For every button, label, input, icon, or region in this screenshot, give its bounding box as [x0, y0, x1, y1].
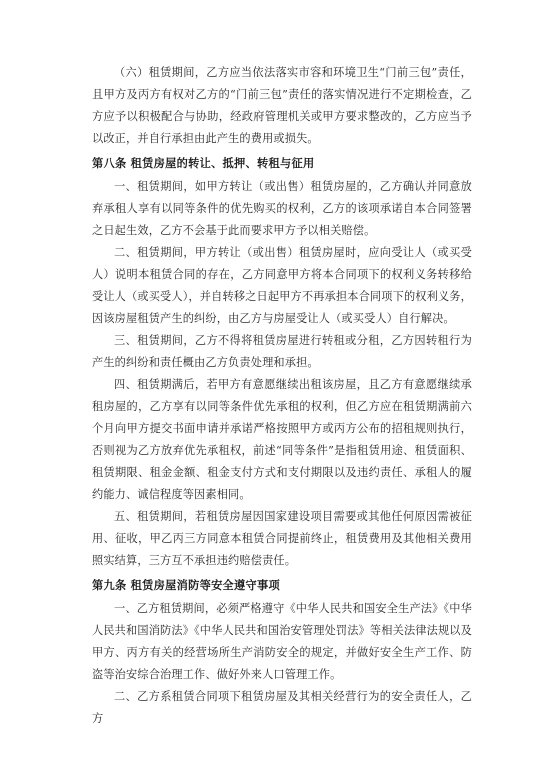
article-8-item-5: 五、租赁期间，若租赁房屋因国家建设项目需要或其他任何原因需被征用、征收，甲乙丙三方同意本租赁合同提前终止，租赁费用及其他相关费用照实结算，三方互不承担违约赔偿责任。	[92, 510, 472, 567]
article-9-item-1: 一、乙方租赁期间，必须严格遵守《中华人民共和国安全生产法》《中华人民共和国消防法》《中华人民共和国治安管理处罚法》等相关法律法规以及甲方、丙方有关的经营场所生产消防安全的规定，并做好安全生产工作、防盗等治安综合治理工作、做好外来人口管理工作。	[92, 602, 472, 681]
article-9-heading: 第九条 租赁房屋消防等安全遵守事项	[92, 578, 280, 592]
article-8-item-4: 四、租赁期满后，若甲方有意愿继续出租该房屋，且乙方有意愿继续承租房屋的，乙方享有以同等条件优先承租的权利，但乙方应在租赁期满前六个月向甲方提交书面申请并承诺严格按照甲方或丙方公布的招租规则执行，否则视为乙方放弃优先承租权，前述“同等条件”是指租赁用途、租赁面积、租赁期限、租金金额、租金支付方式和支付期限以及违约责任、承租人的履约能力、诚信程度等因素相同。	[92, 378, 472, 501]
article-8-heading: 第八条 租赁房屋的转让、抵押、转租与征用	[92, 156, 315, 170]
article-8-item-2: 二、租赁期间，甲方转让（或出售）租赁房屋时，应向受让人（或买受人）说明本租赁合同的存在，乙方同意甲方将本合同项下的权利义务转移给受让人（或买受人），并自转移之日起甲方不再承担本合同项下的权利义务，因该房屋租赁产生的纠纷，由乙方与房屋受让人（或买受人）自行解决。	[92, 246, 472, 325]
article-8-item-1: 一、租赁期间，如甲方转让（或出售）租赁房屋的，乙方确认并同意放弃承租人享有以同等条件的优先购买的权利，乙方的该项承诺自本合同签署之日起生效，乙方不会基于此而要求甲方予以相关赔偿。	[92, 180, 472, 237]
clause-7-item-6: （六）租赁期间，乙方应当依法落实市容和环境卫生“门前三包”责任，且甲方及丙方有权对乙方的“门前三包”责任的落实情况进行不定期检查，乙方应予以积极配合与协助，经政府管理机关或甲方要求整改的，乙方应当予以改正，并自行承担由此产生的费用或损失。	[92, 66, 472, 145]
article-9-item-2: 二、乙方系租赁合同项下租赁房屋及其相关经营行为的安全责任人，乙方	[92, 690, 472, 725]
document-body	[92, 62, 472, 730]
article-8-item-3: 三、租赁期间，乙方不得将租赁房屋进行转租或分租，乙方因转租行为产生的纠纷和责任概由乙方负责处理和承担。	[92, 334, 472, 369]
